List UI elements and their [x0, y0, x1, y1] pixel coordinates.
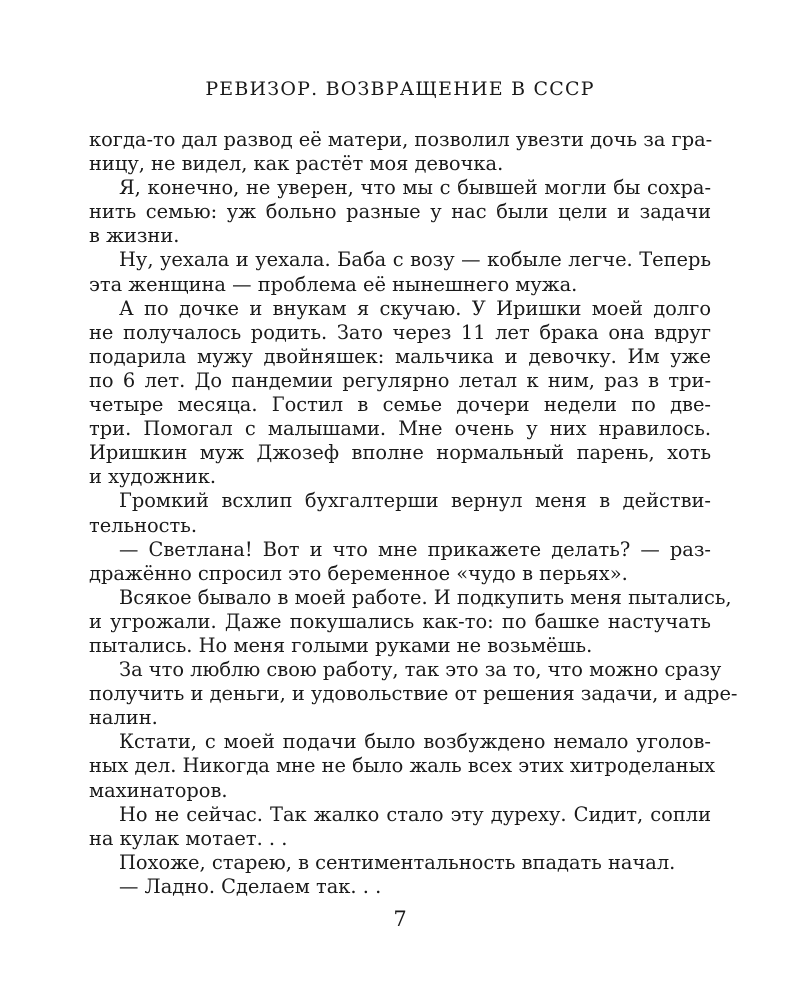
- text-line: подарила мужу двойняшек: мальчика и девочку. Им уже: [89, 344, 711, 368]
- page-number: 7: [393, 907, 407, 931]
- text-line: и угрожали. Даже покушались как-то: по башке настучать: [89, 609, 711, 633]
- text-line: А по дочке и внукам я скучаю. У Иришки моей долго: [119, 296, 711, 320]
- text-line: три. Помогал с малышами. Мне очень у них нравилось.: [89, 417, 711, 441]
- text-line: Иришкин муж Джозеф вполне нормальный парень, хоть: [89, 441, 711, 465]
- text-line: нить семью: уж больно разные у нас были цели и задачи: [89, 200, 711, 224]
- text-line: тельность.: [89, 513, 197, 537]
- text-line: не получалось родить. Зато через 11 лет брака она вдруг: [89, 320, 711, 344]
- text-line: пытались. Но меня голыми руками не возьмёшь.: [89, 633, 593, 657]
- text-line: Всякое бывало в моей работе. И подкупить меня пытались,: [119, 585, 732, 609]
- text-line: дражённо спросил это беременное «чудо в перьях».: [89, 561, 628, 585]
- text-line: Кстати, с моей подачи было возбуждено немало уголов-: [119, 730, 711, 754]
- text-line: За что люблю свою работу, так это за то, что можно сразу: [119, 658, 722, 682]
- text-line: Я, конечно, не уверен, что мы с бывшей могли бы сохра-: [119, 176, 711, 200]
- text-line: — Ладно. Сделаем так. . .: [119, 874, 382, 898]
- text-line: махинаторов.: [89, 778, 228, 802]
- text-line: четыре месяца. Гостил в семье дочери недели по две-: [89, 393, 711, 417]
- text-line: ных дел. Никогда мне не было жаль всех этих хитроделаных: [89, 754, 716, 778]
- text-line: и художник.: [89, 465, 217, 489]
- text-line: Ну, уехала и уехала. Баба с возу — кобыле легче. Теперь: [119, 248, 711, 272]
- text-line: — Светлана! Вот и что мне прикажете делать? — раз-: [119, 537, 711, 561]
- body-text: [89, 128, 738, 899]
- text-line: ницу, не видел, как растёт моя девочка.: [89, 152, 504, 176]
- text-line: в жизни.: [89, 224, 180, 248]
- text-line: эта женщина — проблема её нынешнего мужа.: [89, 272, 578, 296]
- text-line: Громкий всхлип бухгалтерши вернул меня в действи-: [119, 489, 711, 513]
- running-head: РЕВИЗОР. ВОЗВРАЩЕНИЕ В СССР: [205, 78, 595, 100]
- text-line: получить и деньги, и удовольствие от решения задачи, и адре-: [89, 682, 738, 706]
- text-line: Но не сейчас. Так жалко стало эту дуреху. Сидит, сопли: [119, 802, 711, 826]
- text-line: когда-то дал развод её матери, позволил увезти дочь за гра-: [89, 128, 713, 151]
- text-line: по 6 лет. До пандемии регулярно летал к ним, раз в три-: [89, 368, 711, 392]
- text-line: на кулак мотает. . .: [89, 826, 288, 850]
- text-line: Похоже, старею, в сентиментальность впадать начал.: [119, 850, 676, 874]
- text-line: налин.: [89, 706, 158, 730]
